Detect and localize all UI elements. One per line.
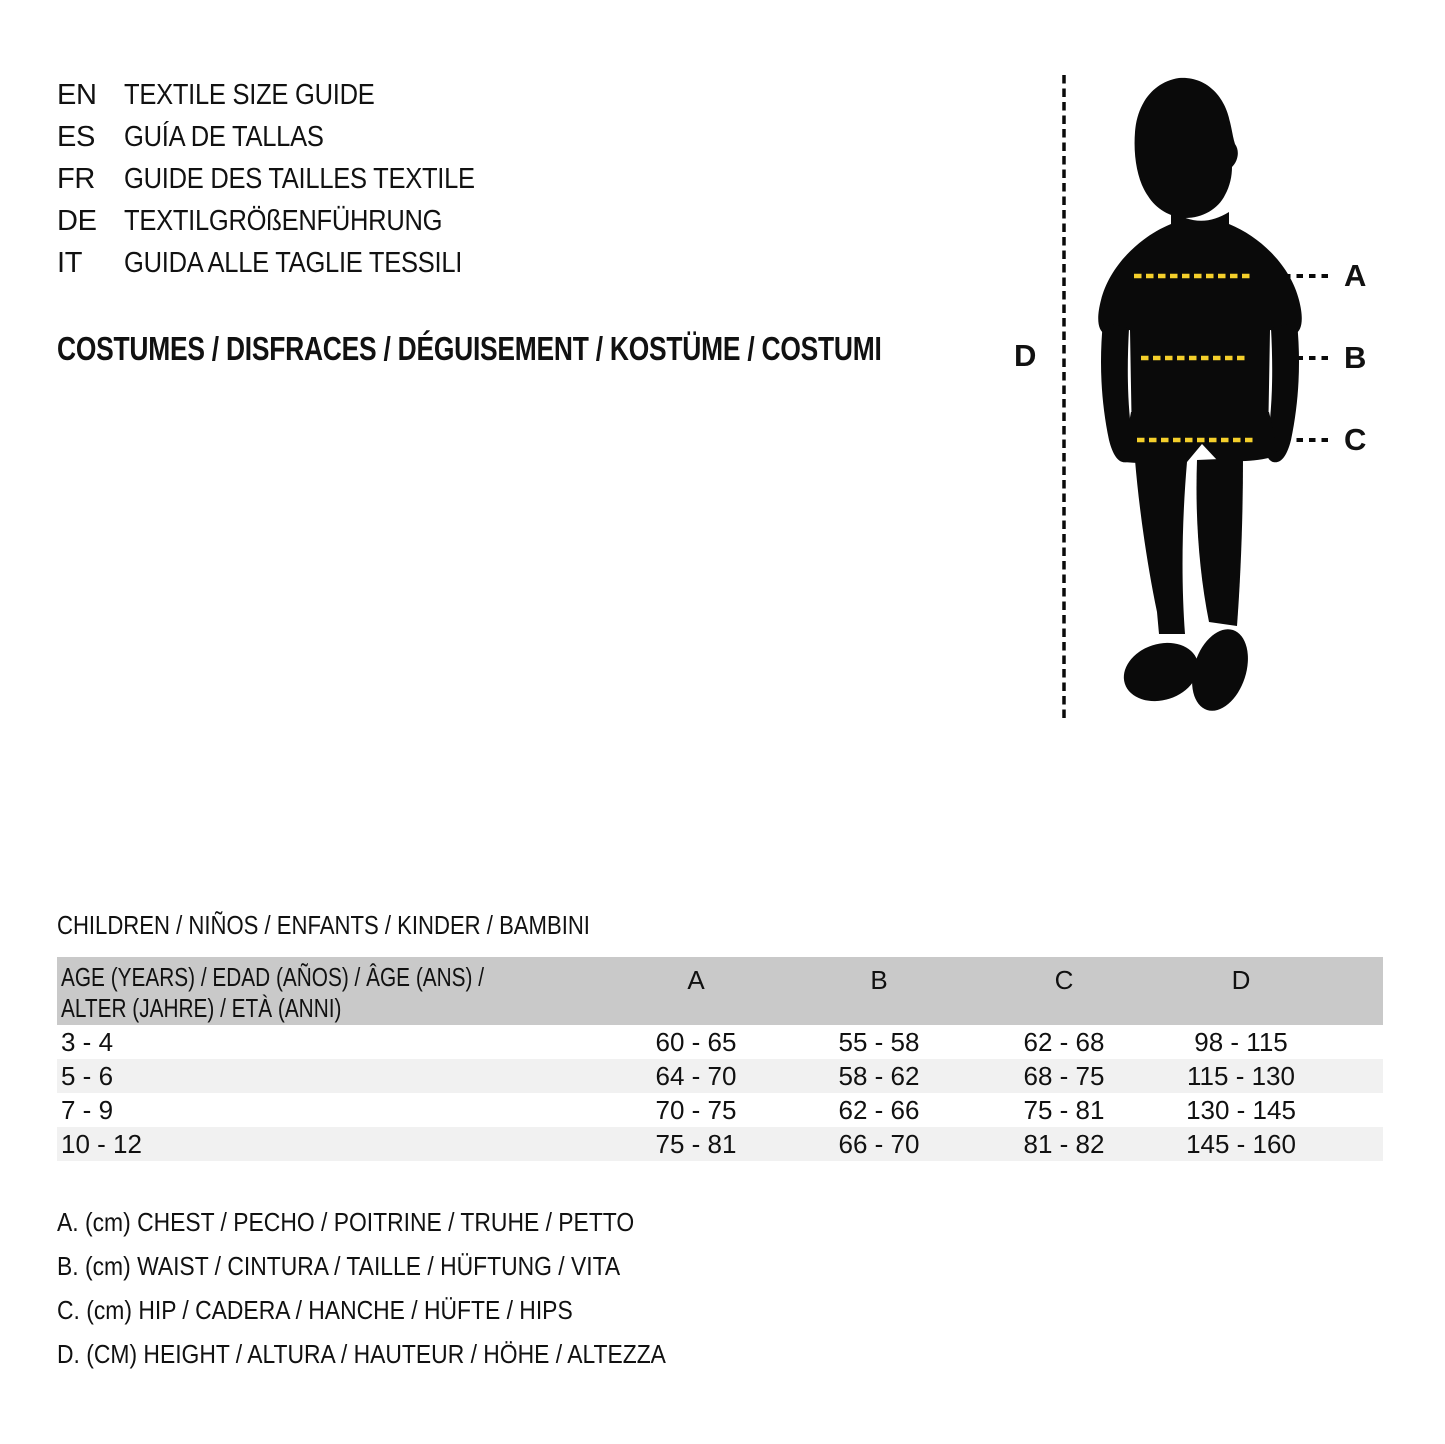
left-shoe-shape	[1116, 634, 1206, 711]
language-list	[57, 74, 523, 284]
waist-cell: 55 - 58	[838, 1027, 920, 1057]
age-column-header	[57, 957, 1383, 1024]
figure-label-height: D	[1014, 338, 1037, 373]
child-silhouette-figure	[1040, 60, 1445, 740]
language-row-it	[57, 242, 523, 284]
hip-cell: 75 - 81	[1023, 1095, 1105, 1125]
language-row-de	[57, 200, 523, 242]
legend-hip-text: C. (cm) HIP / CADERA / HANCHE / HÜFTE / HIPS	[57, 1294, 573, 1325]
figure-label-waist: B	[1344, 340, 1367, 375]
legend-chest	[57, 1200, 749, 1244]
size-table	[57, 957, 1383, 1161]
silhouette-shapes	[1098, 78, 1302, 718]
category-title	[57, 330, 1088, 368]
measurement-legend	[57, 1200, 749, 1376]
figure-label-hip: C	[1344, 422, 1367, 457]
chest-cell: 64 - 70	[655, 1061, 737, 1091]
age-cell: 5 - 6	[61, 1061, 114, 1091]
language-label: GUIDA ALLE TAGLIE TESSILI	[124, 246, 463, 279]
hip-cell: 81 - 82	[1023, 1129, 1105, 1159]
language-label: TEXTILE SIZE GUIDE	[124, 78, 375, 111]
language-row-es	[57, 116, 523, 158]
chest-cell: 70 - 75	[655, 1095, 737, 1125]
head-shape	[1135, 78, 1238, 218]
legend-waist-text: B. (cm) WAIST / CINTURA / TAILLE / HÜFTUNG / VITA	[57, 1250, 621, 1281]
age-cell: 7 - 9	[61, 1095, 114, 1125]
language-label: TEXTILGRÖßENFÜHRUNG	[124, 204, 443, 237]
waist-cell: 62 - 66	[838, 1095, 920, 1125]
table-section-title-text: CHILDREN / NIÑOS / ENFANTS / KINDER / BAMBINI	[57, 910, 590, 940]
legend-height-text: D. (CM) HEIGHT / ALTURA / HAUTEUR / HÖHE / ALTEZZA	[57, 1338, 666, 1369]
language-label: GUIDE DES TAILLES TEXTILE	[124, 162, 475, 195]
age-cell: 3 - 4	[61, 1027, 114, 1057]
legend-hip	[57, 1288, 749, 1332]
table-section-title	[57, 910, 684, 941]
language-code: DE	[57, 204, 97, 237]
column-header-c: C	[1054, 965, 1074, 995]
hip-cell: 68 - 75	[1023, 1061, 1105, 1091]
height-cell: 115 - 130	[1187, 1061, 1295, 1091]
language-label: GUÍA DE TALLAS	[124, 120, 324, 153]
table-row	[57, 1127, 1383, 1161]
table-row	[57, 1059, 1383, 1093]
language-code: FR	[57, 162, 96, 195]
height-cell: 145 - 160	[1186, 1129, 1296, 1159]
column-header-a: A	[687, 965, 705, 995]
legend-waist	[57, 1244, 749, 1288]
chest-cell: 75 - 81	[655, 1129, 737, 1159]
right-leg-shape	[1197, 458, 1244, 626]
language-code: ES	[57, 120, 96, 153]
age-header-line2: ALTER (JAHRE) / ETÀ (ANNI)	[61, 993, 342, 1023]
legend-height	[57, 1332, 749, 1376]
language-code: IT	[57, 246, 83, 279]
age-cell: 10 - 12	[61, 1129, 142, 1159]
table-row	[57, 1093, 1383, 1127]
table-row	[57, 1025, 1383, 1059]
chest-cell: 60 - 65	[655, 1027, 737, 1057]
language-row-en	[57, 74, 523, 116]
column-header-b: B	[870, 965, 888, 995]
height-cell: 98 - 115	[1194, 1027, 1288, 1057]
hip-cell: 62 - 68	[1023, 1027, 1105, 1057]
left-leg-shape	[1135, 460, 1187, 634]
legend-chest-text: A. (cm) CHEST / PECHO / POITRINE / TRUHE / PETTO	[57, 1206, 635, 1237]
age-header-line1: AGE (YEARS) / EDAD (AÑOS) / ÂGE (ANS) /	[61, 962, 484, 992]
figure-label-chest: A	[1344, 258, 1367, 293]
language-row-fr	[57, 158, 523, 200]
right-shoe-shape	[1182, 622, 1257, 718]
column-header-d: D	[1231, 965, 1251, 995]
waist-cell: 66 - 70	[838, 1129, 920, 1159]
waist-cell: 58 - 62	[838, 1061, 920, 1091]
language-code: EN	[57, 78, 97, 111]
table-header-row	[57, 957, 1383, 1025]
height-cell: 130 - 145	[1186, 1095, 1296, 1125]
category-title-text: COSTUMES / DISFRACES / DÉGUISEMENT / KOSTÜME / COSTUMI	[57, 330, 882, 367]
